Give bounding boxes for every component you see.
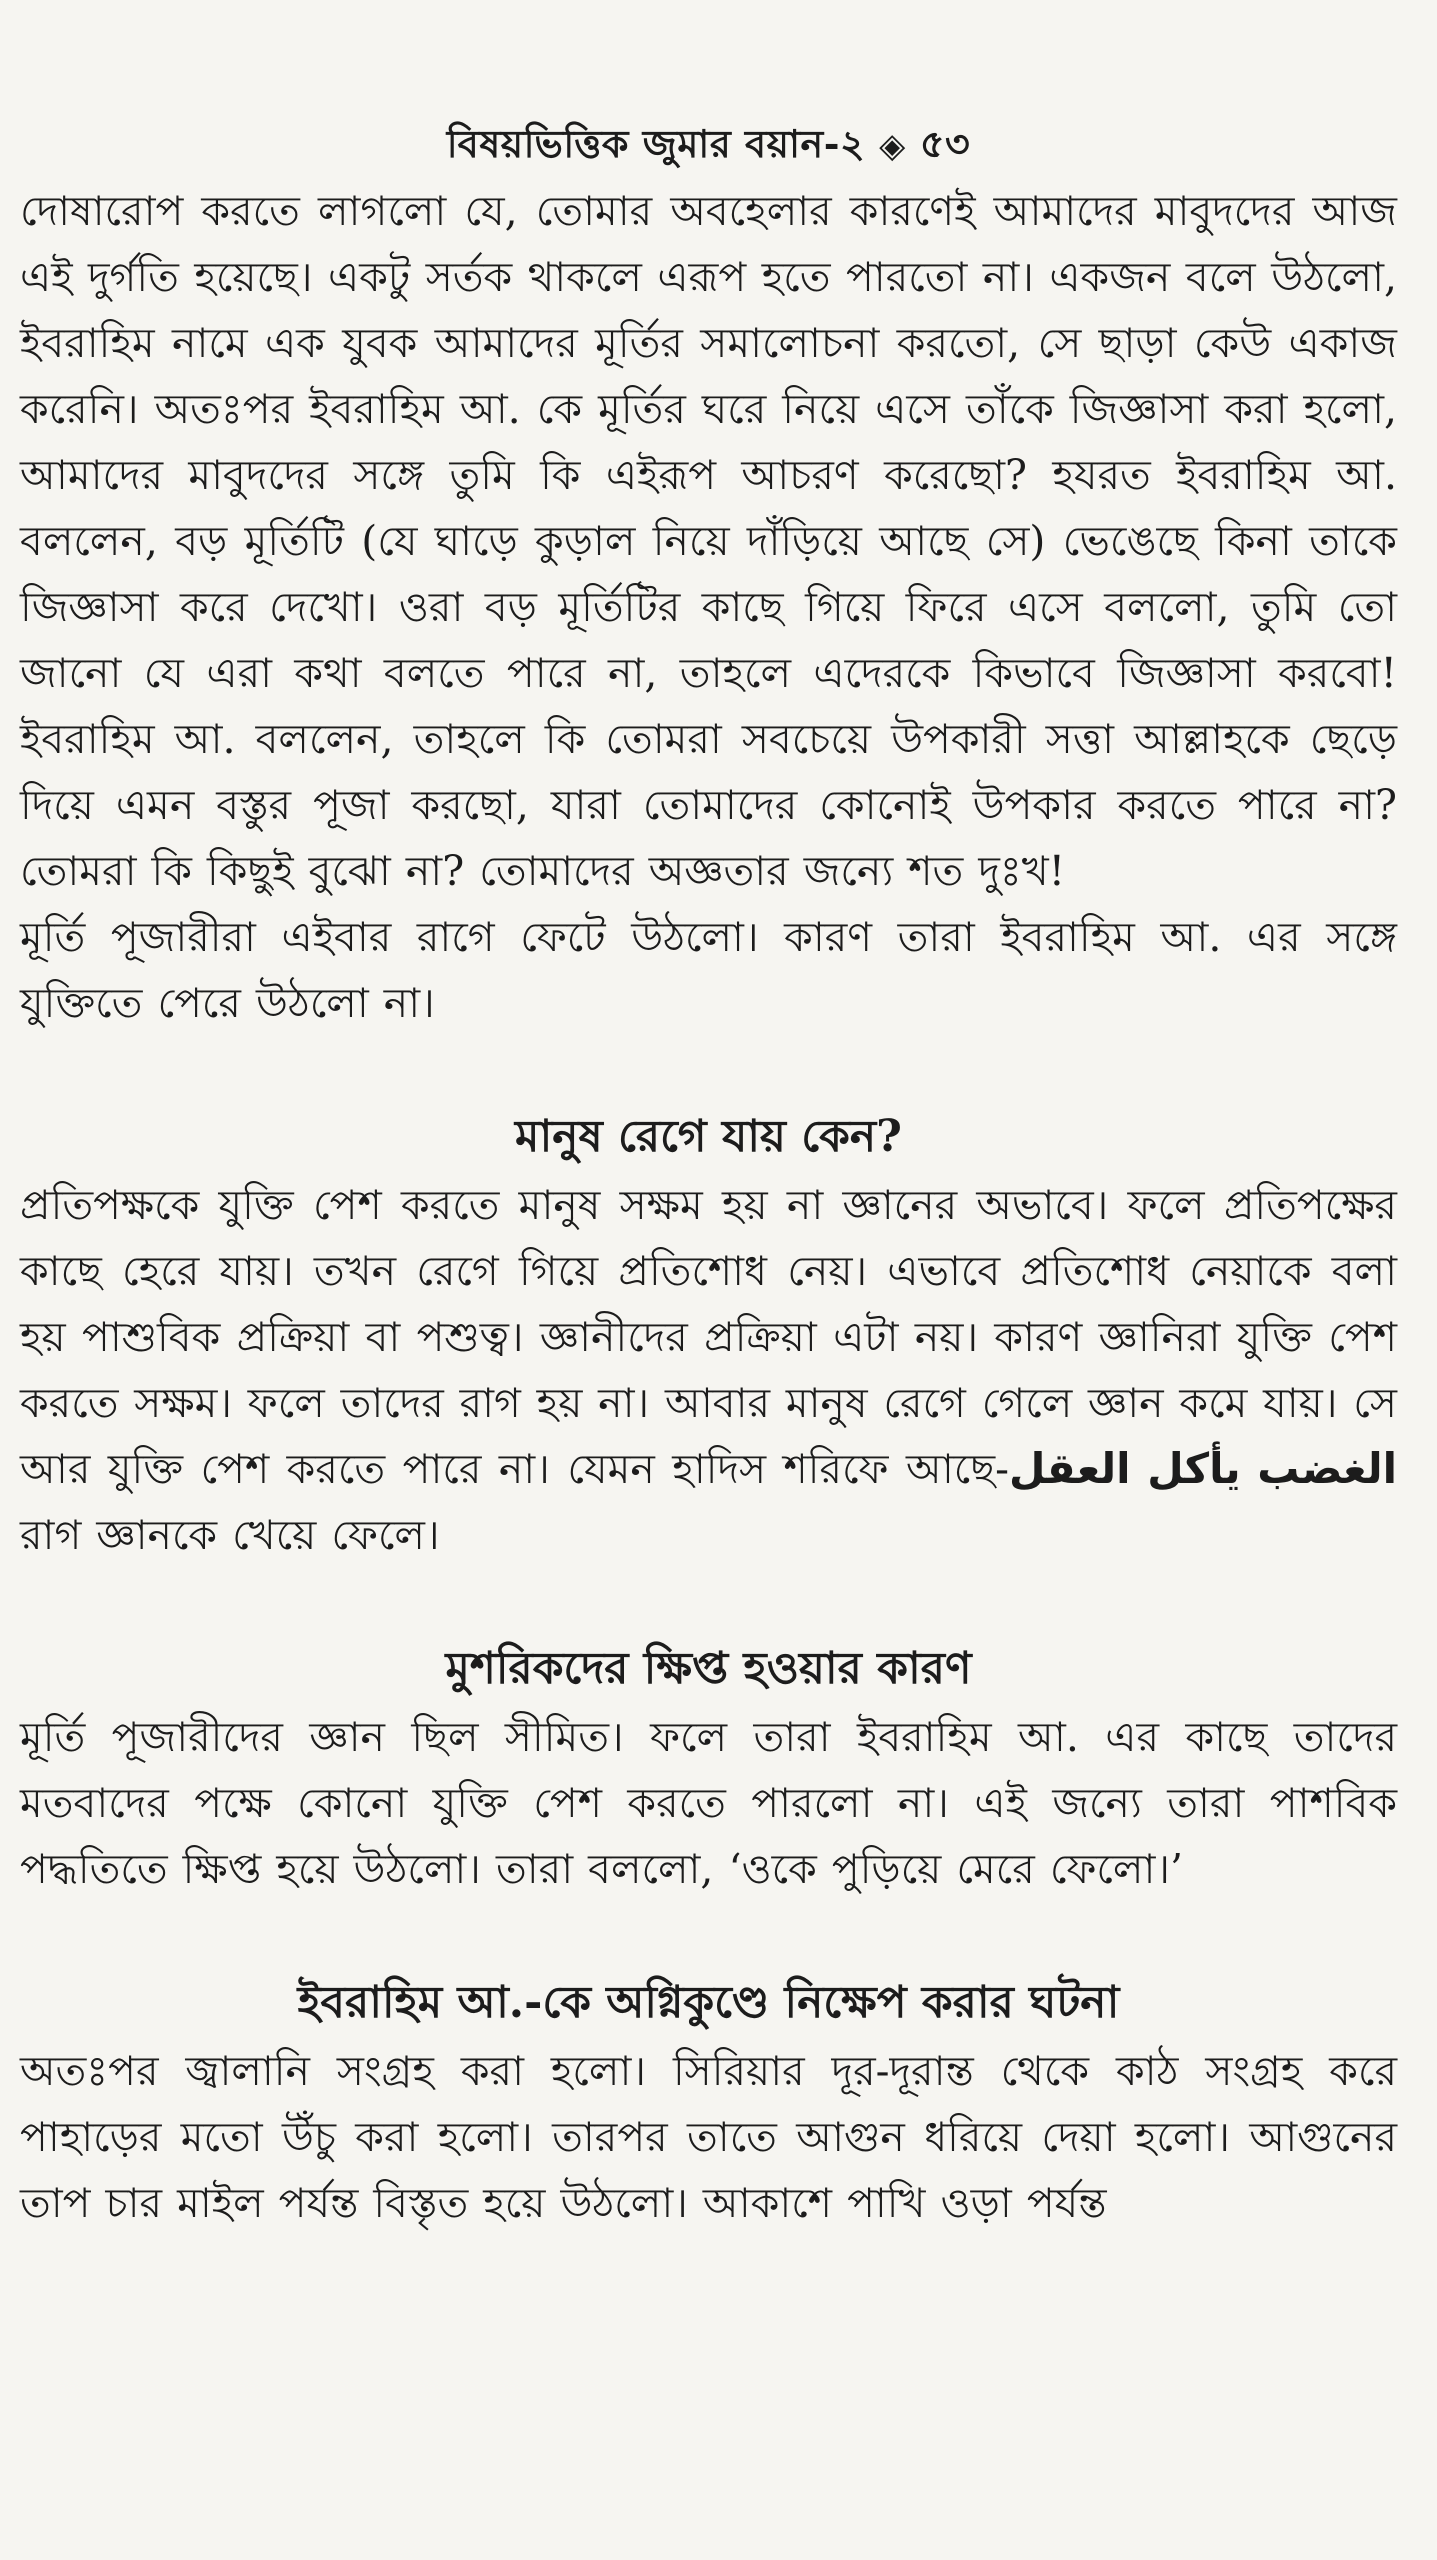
section-heading-reason-for-anger: মুশরিকদের ক্ষিপ্ত হওয়ার কারণ xyxy=(445,1643,972,1694)
page-number: ৫৩ xyxy=(919,121,971,166)
body-paragraph-3 xyxy=(20,1172,1397,1568)
body-paragraph-2: মূর্তি পূজারীরা এইবার রাগে ফেটে উঠলো। কারণ তারা ইবরাহিম আ. এর সঙ্গে যুক্তিতে পেরে উঠলো না। xyxy=(20,913,1397,1027)
running-header xyxy=(20,118,1397,172)
paragraph-text: প্রতিপক্ষকে যুক্তি পেশ করতে মানুষ সক্ষম হয় না জ্ঞানের অভাবে। ফলে প্রতিপক্ষের কাছে হেরে যায়। তখন রেগে গিয়ে প্রতিশোধ নেয়। এভাবে প্রতিশোধ নেয়াকে বলা হয় পাশুবিক প্রক্রিয়া বা পশুত্ব। জ্ঞানীদের প্রক্রিয়া এটা নয়। কারণ জ্ঞানিরা যুক্তি পেশ করতে সক্ষম। ফলে তাদের রাগ হয় না। আবার মানুষ রেগে গেলে জ্ঞান কমে যায়। সে আর যুক্তি পেশ করতে পারে না। যেমন হাদিস শরিফে আছে- xyxy=(20,1181,1397,1493)
body-paragraph-4: মূর্তি পূজারীদের জ্ঞান ছিল সীমিত। ফলে তারা ইবরাহিম আ. এর কাছে তাদের মতবাদের পক্ষে কোনো যুক্তি পেশ করতে পারলো না। এই জন্যে তারা পাশবিক পদ্ধতিতে ক্ষিপ্ত হয়ে উঠলো। তারা বললো, ‘ওকে পুড়িয়ে মেরে ফেলো।’ xyxy=(20,1713,1397,1893)
section-heading-why-people-get-angry: মানুষ রেগে যায় কেন? xyxy=(515,1111,902,1162)
header-ornament: ◈ xyxy=(879,126,906,166)
arabic-hadith-quote: الغضب يأكل العقل xyxy=(1008,1444,1397,1493)
paragraph-text-end: রাগ জ্ঞানকে খেয়ে ফেলে। xyxy=(20,1511,440,1559)
body-paragraph-1: দোষারোপ করতে লাগলো যে, তোমার অবহেলার কারণেই আমাদের মাবুদদের আজ এই দুর্গতি হয়েছে। একটু সর্তক থাকলে এরূপ হতে পারতো না। একজন বলে উঠলো, ইবরাহিম নামে এক যুবক আমাদের মূর্তির সমালোচনা করতো, সে ছাড়া কেউ একাজ করেনি। অতঃপর ইবরাহিম আ. কে মূর্তির ঘরে নিয়ে এসে তাঁকে জিজ্ঞাসা করা হলো, আমাদের মাবুদদের সঙ্গে তুমি কি এইরূপ আচরণ করেছো? হযরত ইবরাহিম আ. বললেন, বড় মূর্তিটি (যে ঘাড়ে কুড়াল নিয়ে দাঁড়িয়ে আছে সে) ভেঙেছে কিনা তাকে জিজ্ঞাসা করে দেখো। ওরা বড় মূর্তিটির কাছে গিয়ে ফিরে এসে বললো, তুমি তো জানো যে এরা কথা বলতে পারে না, তাহলে এদেরকে কিভাবে জিজ্ঞাসা করবো! ইবরাহিম আ. বললেন, তাহলে কি তোমরা সবচেয়ে উপকারী সত্তা আল্লাহকে ছেড়ে দিয়ে এমন বস্তুর পূজা করছো, যারা তোমাদের কোনোই উপকার করতে পারে না? তোমরা কি কিছুই বুঝো না? তোমাদের অজ্ঞতার জন্যে শত দুঃখ! xyxy=(20,187,1397,895)
section-heading-fire-incident: ইবরাহিম আ.-কে অগ্নিকুণ্ডে নিক্ষেপ করার ঘটনা xyxy=(297,1977,1120,2028)
book-title: বিষয়ভিত্তিক জুমার বয়ান-২ xyxy=(446,121,866,166)
body-paragraph-5: অতঃপর জ্বালানি সংগ্রহ করা হলো। সিরিয়ার দূর-দূরান্ত থেকে কাঠ সংগ্রহ করে পাহাড়ের মতো উঁচু করা হলো। তারপর তাতে আগুন ধরিয়ে দেয়া হলো। আগুনের তাপ চার মাইল পর্যন্ত বিস্তৃত হয়ে উঠলো। আকাশে পাখি ওড়া পর্যন্ত xyxy=(20,2047,1397,2227)
